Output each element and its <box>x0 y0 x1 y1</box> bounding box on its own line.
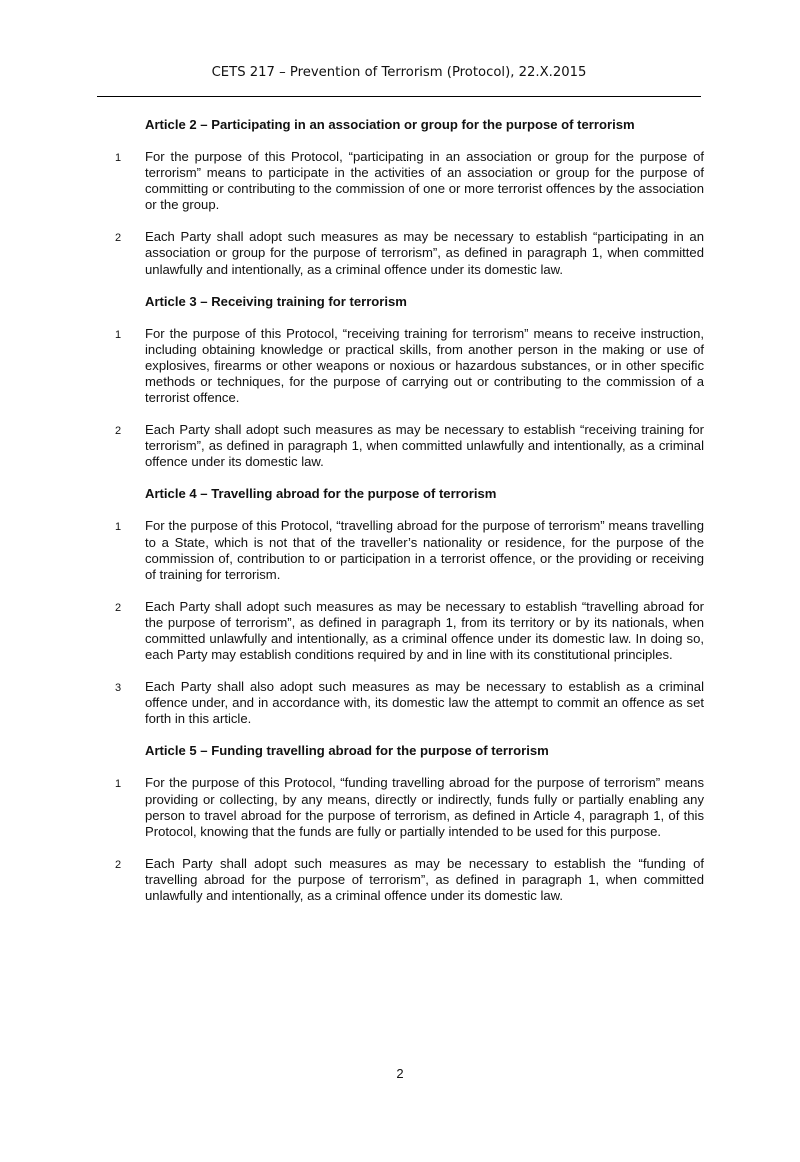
paragraph-number: 2 <box>115 858 122 871</box>
paragraph-text: For the purpose of this Protocol, “funding travelling abroad for the purpose of terrorism” means providing or collecting, by any means, directly or indirectly, funds fully or partially enabling any person to travel abroad for the purpose of terrorism, as defined in Article 4, paragraph 1, of this Protocol, knowing that the funds are fully or partially intended to be used for this purpose. <box>145 775 704 839</box>
paragraph-text: For the purpose of this Protocol, “receiving training for terrorism” means to receive instruction, including obtaining knowledge or practical skills, from another person in the making or use of explosives, firearms or other weapons or noxious or hazardous substances, or in other specific methods or techniques, for the purpose of carrying out or contributing to the commission of a terrorist offence. <box>145 325 704 406</box>
article-2 <box>0 117 800 278</box>
paragraph-text: Each Party shall adopt such measures as may be necessary to establish “travelling abroad for the purpose of terrorism”, as defined in paragraph 1, from its territory or by its nationals, when committed unlawfully and intentionally, as a criminal offence under its domestic law. In doing so, each Party may establish conditions required by and in line with its constitutional principles. <box>145 598 704 663</box>
paragraph-number: 2 <box>115 232 122 245</box>
article-4 <box>0 486 800 727</box>
paragraph <box>0 599 800 663</box>
paragraph-number: 2 <box>115 425 122 438</box>
paragraph-text: Each Party shall adopt such measures as may be necessary to establish “receiving training for terrorism”, as defined in paragraph 1, when committed unlawfully and intentionally, as a criminal offence under its domestic law. <box>145 422 704 470</box>
paragraph <box>0 326 800 406</box>
paragraph-number: 1 <box>115 152 122 164</box>
paragraph-number: 1 <box>115 521 122 534</box>
article-3 <box>0 294 800 471</box>
article-heading: Article 5 – Funding travelling abroad for the purpose of terrorism <box>145 743 549 759</box>
paragraph <box>0 679 800 727</box>
paragraph-number: 1 <box>115 328 122 341</box>
paragraph <box>0 149 800 213</box>
paragraph <box>0 775 800 839</box>
paragraph-text: Each Party shall adopt such measures as may be necessary to establish “participating in an association or group for the purpose of terrorism”, as defined in paragraph 1, when committed unlawfully and intentionally, as a criminal offence under its domestic law. <box>145 229 704 277</box>
paragraph <box>0 422 800 470</box>
article-heading: Article 2 – Participating in an association or group for the purpose of terrorism <box>145 117 635 132</box>
paragraph-number: 2 <box>115 601 122 614</box>
header-divider <box>97 96 701 97</box>
paragraph-text: For the purpose of this Protocol, “travelling abroad for the purpose of terrorism” means travelling to a State, which is not that of the traveller’s nationality or residence, for the purpose of the commission of, contribution to or participation in a terrorist offence, or the providing or receiving of training for terrorism. <box>145 518 704 582</box>
paragraph-text: For the purpose of this Protocol, “participating in an association or group for the purpose of terrorism” means to participate in the activities of an association or group for the purpose of committing or contributing to the commission of one or more terrorist offences by the association or the group. <box>145 149 704 213</box>
paragraph <box>0 856 800 904</box>
article-5 <box>0 743 800 904</box>
article-heading: Article 3 – Receiving training for terrorism <box>145 293 407 309</box>
document-body <box>0 117 800 904</box>
paragraph-number: 1 <box>115 778 122 791</box>
page-number: 2 <box>396 1066 404 1081</box>
paragraph <box>0 518 800 582</box>
paragraph-text: Each Party shall adopt such measures as may be necessary to establish the “funding of travelling abroad for the purpose of terrorism”, as defined in paragraph 1, when committed unlawfully and intentionally, as a criminal offence under its domestic law. <box>145 855 704 903</box>
paragraph-text: Each Party shall also adopt such measures as may be necessary to establish as a criminal offence under, and in accordance with, its domestic law the attempt to commit an offence as set forth in this article. <box>145 679 704 727</box>
paragraph-number: 3 <box>115 682 122 695</box>
paragraph <box>0 229 800 277</box>
article-heading: Article 4 – Travelling abroad for the purpose of terrorism <box>145 486 497 502</box>
page-header: CETS 217 – Prevention of Terrorism (Protocol), 22.X.2015 <box>211 65 587 80</box>
